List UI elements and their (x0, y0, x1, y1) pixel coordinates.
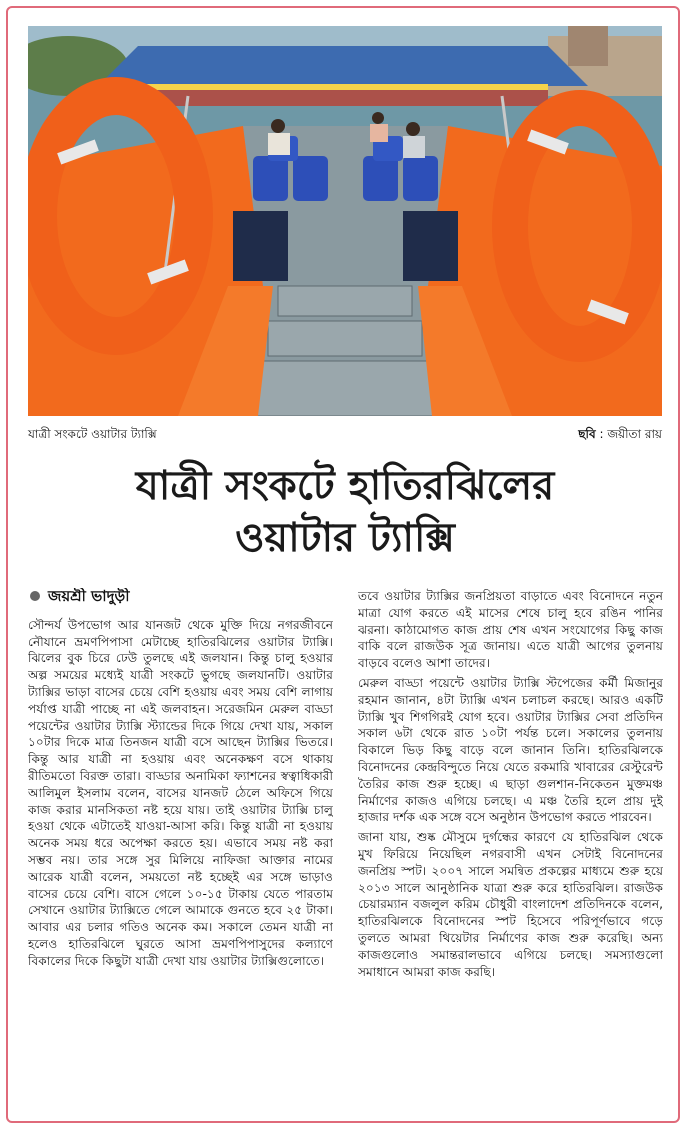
article-column-right (358, 588, 663, 1123)
byline-author: জয়শ্রী ভাদুড়ী (48, 588, 130, 605)
paragraph: জানা যায়, শুষ্ক মৌসুমে দুর্গন্ধের কারণে যে হাতিরঝিল থেকে মুখ ফিরিয়ে নিয়েছিল নগরবাসী এখন সেটাই বিনোদনের জনপ্রিয় স্পট। ২০০৭ সালে সমন্বিত প্রকল্পের মাধ্যমে শুরু হয়ে ২০১৩ সালে আনুষ্ঠানিক যাত্রা শুরু করে হাতিরঝিল। রাজউক চেয়ারম্যান বজলুল করিম চৌধুরী বাংলাদেশ প্রতিদিনকে বলেন, হাতিরঝিলকে বিনোদনের স্পট হিসেবে পরিপূর্ণভাবে গড়ে তুলতে আমরা থিয়েটার নির্মাণের কাজ শুরু করেছি। অন্য কাজগুলোও সমান্তরালভাবে এগিয়ে চলছে। সমস্যাগুলো সমাধানে আমরা কাজ করছি। (358, 830, 663, 979)
photo-credit-separator: : (595, 427, 608, 441)
headline (28, 460, 662, 564)
photo-caption-row (28, 426, 662, 446)
headline-line-2: ওয়াটার ট্যাক্সি (235, 515, 455, 561)
photo-caption: যাত্রী সংকটে ওয়াটার ট্যাক্সি (28, 427, 157, 441)
headline-line-1: যাত্রী সংকটে হাতিরঝিলের (135, 463, 555, 509)
paragraph: মেরুল বাড্ডা পয়েন্টে ওয়াটার ট্যাক্সি স্টপেজের কর্মী মিজানুর রহমান জানান, ৪টা ট্যাক্সি এখন চলাচল করছে। আরও একটি ট্যাক্সি খুব শিগগিরই যোগ হবে। ওয়াটার ট্যাক্সির সেবা প্রতিদিন সকাল ৬টা থেকে রাত ১০টা পর্যন্ত চলে। সকালের তুলনায় বিকালে ভিড় কিছু বাড়ে বলে জানান তিনি। হাতিরঝিলকে বিনোদনের কেন্দ্রবিন্দুতে নিয়ে যেতে রকমারি খাবারের রেস্টুরেন্ট তৈরির কাজ শুরু হচ্ছে। এ ছাড়া গুলশান-নিকেতন মুক্তমঞ্চ নির্মাণের কাজও এগিয়ে চলছে। এ মঞ্চ তৈরি হলে প্রায় দুই হাজার দর্শক এক সঙ্গে বসে অনুষ্ঠান উপভোগ করতে পারবেন। (358, 675, 663, 825)
paragraph: তবে ওয়াটার ট্যাক্সির জনপ্রিয়তা বাড়াতে এবং বিনোদনে নতুন মাত্রা যোগ করতে এই মাসের শেষে চালু হবে রঙিন পানির ঝরনা। কাঠামোগত কাজ প্রায় শেষ এখন সংযোগের কিছু কাজ বাকি বলে রাজউক সূত্র জানায়। এতে যাত্রী আগের তুলনায় বাড়বে বলেও আশা তাদের। (358, 589, 663, 671)
byline-bullet-icon (30, 591, 40, 601)
article-frame (6, 6, 680, 1123)
paragraph: সৌন্দর্য উপভোগ আর যানজট থেকে মুক্তি দিয়ে নগরজীবনে নৌযানে ভ্রমণপিপাসা মেটাচ্ছে হাতিরঝিলের ওয়াটার ট্যাক্সি। ঝিলের বুক চিরে ঢেউ তুলছে এই জলযান। কিন্তু চালু হওয়ার অল্প সময়ের মধ্যেই যাত্রী সংকটে ভুগছে জলযানটি। ওয়াটার ট্যাক্সির ভাড়া বাসের চেয়ে বেশি হওয়ায় এবং সময় বেশি লাগায় পর্যাপ্ত যাত্রী পাচ্ছে না এই জলবাহন। সরেজমিন মেরুল বাড্ডা পয়েন্টের ওয়াটার ট্যাক্সি স্ট্যান্ডের দিকে গিয়ে দেখা যায়, সকাল ১০টার দিকে মাত্র তিনজন যাত্রী বসে আছেন ট্যাক্সির ভিতরে। কিন্তু আর যাত্রী না হওয়ায় এবং অনেকক্ষণ বসে থাকায় রীতিমতো বিরক্ত তারা। বাড্ডার অনামিকা ফ্যাশনের স্বত্বাধিকারী আলিমুল ইসলাম বলেন, বাসের যানজট ঠেলে অফিসে গিয়ে কাজ করার মানসিকতা নষ্ট হয়ে যায়। তাই ওয়াটার ট্যাক্সি চালু হওয়া থেকে এটাতেই যাওয়া-আসা করি। কিন্তু যাত্রী না হওয়ায় অনেক সময় ধরে অপেক্ষা করতে হয়। এভাবে সময় নষ্ট করা সম্ভব নয়। তার সঙ্গে সুর মিলিয়ে নাফিজা আক্তার নামের আরেক যাত্রী বলেন, সময়তো নষ্ট হচ্ছেই এর সঙ্গে ভাড়াও বাসের চেয়ে বেশি। বাসে গেলে ১০-১৫ টাকায় যেতে পারতাম সেখানে ওয়াটার ট্যাক্সিতে গেলে আমাকে গুনতে হবে ২৫ টাকা। আবার এর চলার গতিও অনেক কম। সকালে তেমন যাত্রী না হলেও হাতিরঝিলে ঘুরতে আসা ভ্রমণপিপাসুদের কল্যাণে বিকালের দিকে কিছুটা যাত্রী দেখা যায় ওয়াটার ট্যাক্সিগুলোতে। (28, 617, 333, 968)
photo-credit (578, 426, 662, 446)
boat-illustration (28, 26, 662, 416)
photo-credit-name: জয়ীতা রায় (607, 427, 662, 441)
article-column-left (28, 588, 333, 1123)
photo-credit-label: ছবি (578, 427, 596, 441)
water-taxi-photo (28, 26, 662, 416)
byline (30, 588, 333, 605)
